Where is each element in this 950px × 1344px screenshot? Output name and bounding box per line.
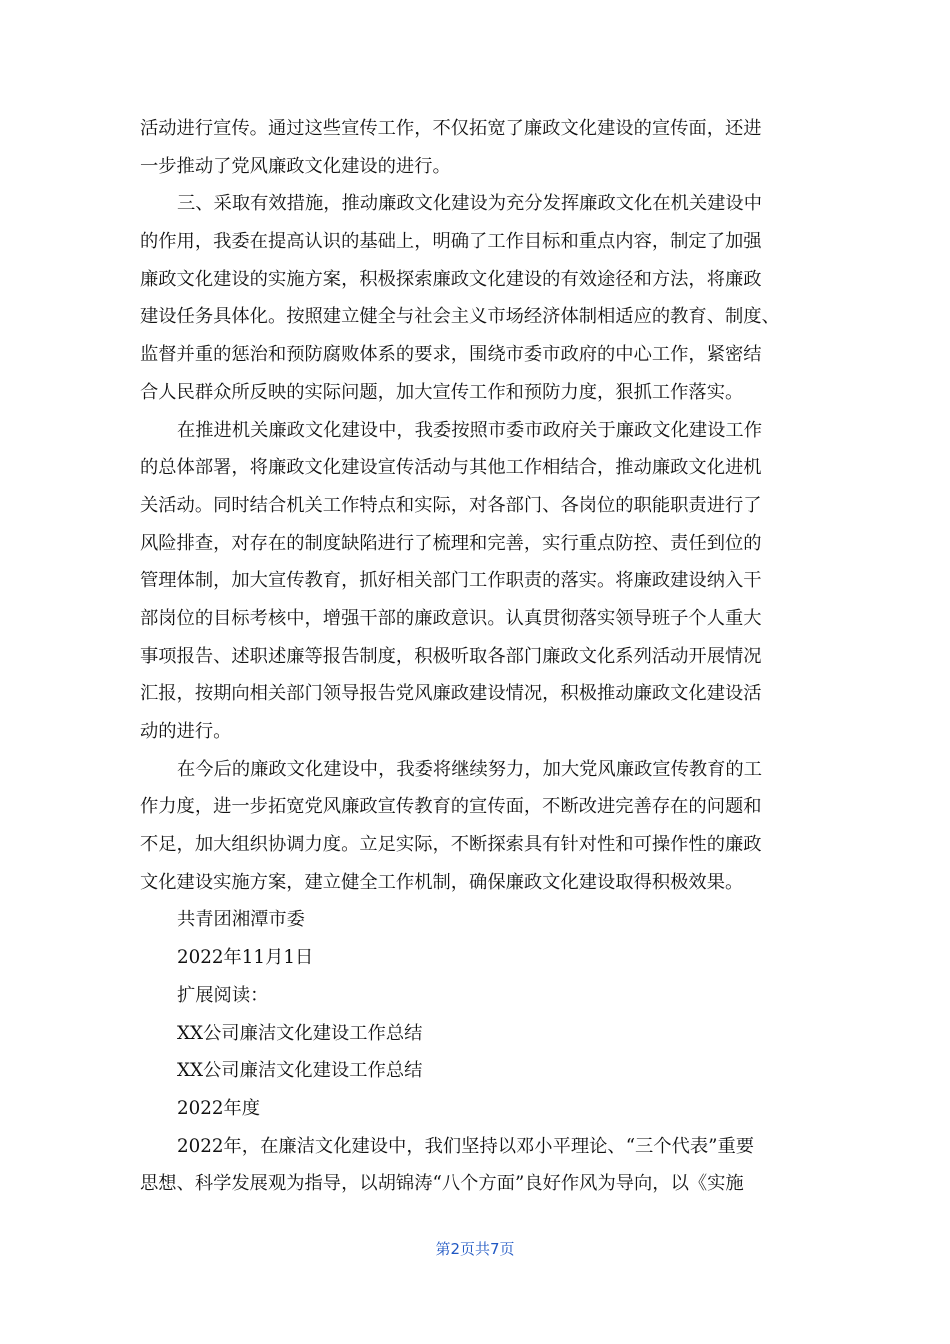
- text-line: 活动进行宣传。通过这些宣传工作，不仅拓宽了廉政文化建设的宣传面，还进: [140, 118, 762, 139]
- text-line: 监督并重的惩治和预防腐败体系的要求，围绕市委市政府的中心工作，紧密结: [140, 344, 762, 366]
- text-line: 作力度，进一步拓宽党风廉政宣传教育的宣传面，不断改进完善存在的问题和: [140, 796, 762, 818]
- text-line: 在推进机关廉政文化建设中，我委按照市委市政府关于廉政文化建设工作: [177, 419, 762, 441]
- text-line: 一步推动了党风廉政文化建设的进行。: [140, 155, 451, 177]
- text-line: 三、采取有效措施，推动廉政文化建设为充分发挥廉政文化在机关建设中: [177, 193, 762, 215]
- text-line: 廉政文化建设的实施方案，积极探索廉政文化建设的有效途径和方法，将廉政: [140, 268, 762, 290]
- text-line: 2022年，在廉洁文化建设中，我们坚持以邓小平理论、“三个代表”重要: [177, 1135, 755, 1157]
- text-line: 扩展阅读：: [177, 984, 269, 1006]
- text-line: 思想、科学发展观为指导，以胡锦涛“八个方面”良好作风为导向，以《实施: [140, 1173, 744, 1195]
- text-line: 合人民群众所反映的实际问题，加大宣传工作和预防力度，狠抓工作落实。: [140, 381, 744, 403]
- text-line: 风险排查，对存在的制度缺陷进行了梳理和完善，实行重点防控、责任到位的: [140, 532, 762, 554]
- text-line: 部岗位的目标考核中，增强干部的廉政意识。认真贯彻落实领导班子个人重大: [140, 607, 762, 629]
- text-line: 共青团湘潭市委: [177, 909, 305, 931]
- page-footer: 第2页共7页: [435, 1240, 515, 1258]
- text-line: 动的进行。: [140, 721, 232, 742]
- text-line: XX公司廉洁文化建设工作总结: [177, 1060, 423, 1082]
- text-line: 关活动。同时结合机关工作特点和实际，对各部门、各岗位的职能职责进行了: [140, 494, 762, 516]
- text-line: 汇报，按期向相关部门领导报告党风廉政建设情况，积极推动廉政文化建设活: [140, 683, 762, 705]
- text-line: 不足，加大组织协调力度。立足实际，不断探索具有针对性和可操作性的廉政: [140, 834, 762, 856]
- document-body: [140, 110, 830, 1203]
- text-line: 文化建设实施方案，建立健全工作机制，确保廉政文化建设取得积极效果。: [140, 871, 744, 893]
- text-line: 2022年度: [177, 1097, 261, 1119]
- text-line: 建设任务具体化。按照建立健全与社会主义市场经济体制相适应的教育、制度、: [140, 306, 780, 328]
- text-line: 事项报告、述职述廉等报告制度，积极听取各部门廉政文化系列活动开展情况: [140, 645, 762, 667]
- text-line: 管理体制，加大宣传教育，抓好相关部门工作职责的落实。将廉政建设纳入干: [140, 570, 762, 592]
- text-line: 2022年11月1日: [177, 947, 314, 969]
- text-line: 的总体部署，将廉政文化建设宣传活动与其他工作相结合，推动廉政文化进机: [140, 457, 762, 479]
- text-line: 的作用，我委在提高认识的基础上，明确了工作目标和重点内容，制定了加强: [140, 231, 762, 253]
- text-line: XX公司廉洁文化建设工作总结: [177, 1022, 423, 1044]
- text-line: 在今后的廉政文化建设中，我委将继续努力，加大党风廉政宣传教育的工: [177, 758, 762, 780]
